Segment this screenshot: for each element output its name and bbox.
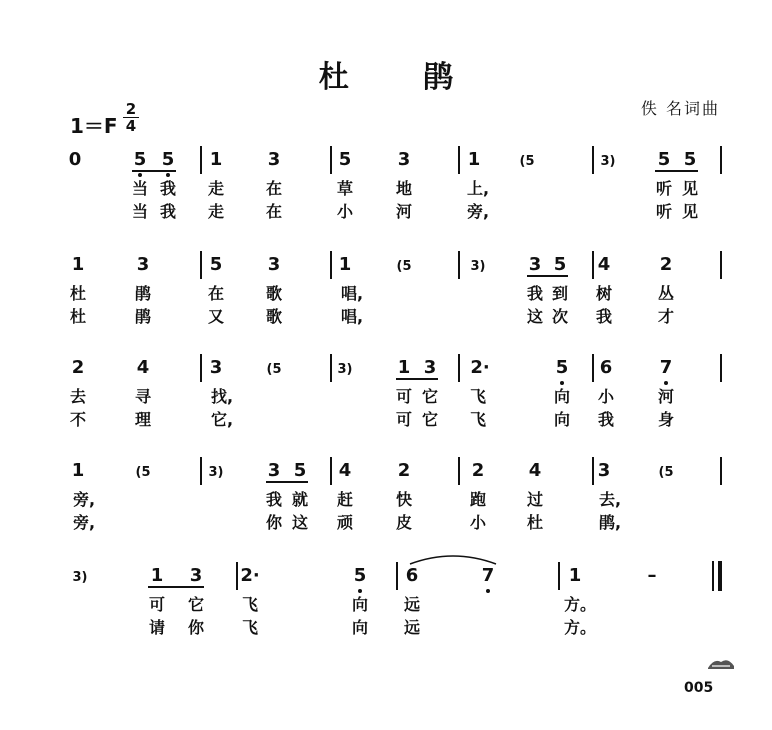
jianpu-note: 6 xyxy=(599,357,613,378)
lyric-verse-1: 跑 xyxy=(469,490,487,509)
lyric-verse-2: 河 xyxy=(395,202,413,221)
beat-underline xyxy=(148,586,204,588)
jianpu-note: 3) xyxy=(72,570,88,585)
jianpu-note: 2 xyxy=(397,460,411,481)
lyric-verse-2: 歌 xyxy=(265,307,283,326)
lyric-verse-2: 飞 xyxy=(469,410,487,429)
jianpu-note: 3 xyxy=(267,254,281,275)
bar-line xyxy=(200,146,202,174)
lyric-verse-2: 理 xyxy=(134,410,152,429)
key-signature xyxy=(70,100,137,139)
bar-line xyxy=(720,457,722,485)
jianpu-note: 1 xyxy=(397,357,411,378)
lyric-verse-2: 皮 xyxy=(395,513,413,532)
lyric-verse-2: 旁, xyxy=(72,513,96,532)
jianpu-note: 2· xyxy=(240,565,260,586)
lyric-verse-2: 请 xyxy=(148,618,166,637)
jianpu-note: 5 xyxy=(209,254,223,275)
final-barline-thick xyxy=(718,561,722,591)
jianpu-note: 5 xyxy=(553,254,567,275)
lyric-verse-2: 向 xyxy=(351,618,369,637)
lyric-verse-1: 地 xyxy=(395,179,413,198)
bar-line xyxy=(458,251,460,279)
lyric-verse-1: 它 xyxy=(421,387,439,406)
jianpu-note: (5 xyxy=(396,259,412,274)
beat-underline xyxy=(132,170,176,172)
jianpu-note: 1 xyxy=(568,565,582,586)
jianpu-note: – xyxy=(647,565,657,586)
lyric-verse-2: 旁, xyxy=(466,202,490,221)
jianpu-note: 5 xyxy=(555,357,569,378)
jianpu-note: 3 xyxy=(209,357,223,378)
lyric-verse-2: 你 xyxy=(265,513,283,532)
meter-bottom: 4 xyxy=(125,117,137,135)
jianpu-note: 1 xyxy=(71,460,85,481)
bar-line xyxy=(458,354,460,382)
lyric-verse-2: 身 xyxy=(657,410,675,429)
lyric-verse-1: 向 xyxy=(351,595,369,614)
bar-line xyxy=(236,562,238,590)
lyric-verse-2: 见 xyxy=(681,202,699,221)
stamp-icon xyxy=(706,656,736,670)
jianpu-note: 3) xyxy=(470,259,486,274)
lyric-verse-1: 唱, xyxy=(340,284,364,303)
jianpu-note: 1 xyxy=(338,254,352,275)
beat-underline xyxy=(655,170,698,172)
lyric-verse-2: 唱, xyxy=(340,307,364,326)
lyric-verse-1: 在 xyxy=(207,284,225,303)
lyric-verse-1: 远 xyxy=(403,595,421,614)
lyric-verse-1: 到 xyxy=(551,284,569,303)
lyric-verse-1: 过 xyxy=(526,490,544,509)
jianpu-note: 5 xyxy=(293,460,307,481)
lyric-verse-2: 杜 xyxy=(69,307,87,326)
lyric-verse-2: 当 xyxy=(131,202,149,221)
lyric-verse-2: 顽 xyxy=(336,513,354,532)
lyric-verse-2: 小 xyxy=(336,202,354,221)
lyric-verse-1: 我 xyxy=(159,179,177,198)
bar-line xyxy=(720,251,722,279)
lyric-verse-2: 我 xyxy=(159,202,177,221)
lyric-verse-2: 走 xyxy=(207,202,225,221)
jianpu-note: 4 xyxy=(597,254,611,275)
bar-line xyxy=(330,457,332,485)
low-octave-dot xyxy=(664,381,668,385)
jianpu-note: 5 xyxy=(353,565,367,586)
jianpu-note: 2· xyxy=(470,357,490,378)
final-barline-thin xyxy=(712,561,714,591)
tie-arc xyxy=(408,550,498,566)
jianpu-note: (5 xyxy=(135,465,151,480)
jianpu-note: 3) xyxy=(208,465,224,480)
lyric-verse-1: 旁, xyxy=(72,490,96,509)
jianpu-note: 1 xyxy=(150,565,164,586)
lyric-verse-2: 飞 xyxy=(241,618,259,637)
lyric-verse-1: 去, xyxy=(598,490,622,509)
low-octave-dot xyxy=(358,589,362,593)
beat-underline xyxy=(396,378,438,380)
jianpu-note: (5 xyxy=(519,154,535,169)
bar-line xyxy=(330,251,332,279)
lyric-verse-1: 向 xyxy=(553,387,571,406)
bar-line xyxy=(396,562,398,590)
beat-underline xyxy=(266,481,308,483)
lyric-verse-1: 丛 xyxy=(657,284,675,303)
lyric-verse-2: 杜 xyxy=(526,513,544,532)
jianpu-note: 3) xyxy=(600,154,616,169)
lyric-verse-1: 去 xyxy=(69,387,87,406)
jianpu-note: 3) xyxy=(337,362,353,377)
bar-line xyxy=(458,146,460,174)
jianpu-note: 5 xyxy=(161,149,175,170)
lyric-verse-1: 我 xyxy=(526,284,544,303)
lyric-verse-2: 次 xyxy=(551,307,569,326)
lyric-verse-1: 杜 xyxy=(69,284,87,303)
lyric-verse-1: 当 xyxy=(131,179,149,198)
low-octave-dot xyxy=(166,173,170,177)
lyric-verse-1: 小 xyxy=(597,387,615,406)
bar-line xyxy=(592,457,594,485)
bar-line xyxy=(200,457,202,485)
bar-line xyxy=(330,354,332,382)
lyric-verse-2: 向 xyxy=(553,410,571,429)
beat-underline xyxy=(527,275,568,277)
lyric-verse-2: 我 xyxy=(597,410,615,429)
lyric-verse-1: 飞 xyxy=(469,387,487,406)
lyric-verse-2: 方。 xyxy=(563,618,597,637)
jianpu-note: 7 xyxy=(659,357,673,378)
lyric-verse-1: 方。 xyxy=(563,595,597,614)
jianpu-note: 4 xyxy=(528,460,542,481)
lyric-verse-2: 它 xyxy=(421,410,439,429)
lyric-verse-1: 树 xyxy=(595,284,613,303)
bar-line xyxy=(720,146,722,174)
jianpu-note: 3 xyxy=(423,357,437,378)
bar-line xyxy=(592,251,594,279)
jianpu-note: 2 xyxy=(471,460,485,481)
lyric-verse-1: 河 xyxy=(657,387,675,406)
lyric-verse-1: 就 xyxy=(291,490,309,509)
lyric-verse-1: 听 xyxy=(655,179,673,198)
lyric-verse-2: 这 xyxy=(526,307,544,326)
lyric-verse-2: 又 xyxy=(207,307,225,326)
time-signature xyxy=(122,102,140,133)
bar-line xyxy=(330,146,332,174)
bar-line xyxy=(200,354,202,382)
jianpu-note: 3 xyxy=(397,149,411,170)
lyric-verse-2: 鹃 xyxy=(134,307,152,326)
lyric-verse-2: 小 xyxy=(469,513,487,532)
meter-top: 2 xyxy=(125,100,137,118)
lyric-verse-1: 它 xyxy=(187,595,205,614)
jianpu-note: 3 xyxy=(597,460,611,481)
lyric-verse-2: 这 xyxy=(291,513,309,532)
lyric-verse-1: 赶 xyxy=(336,490,354,509)
jianpu-note: 5 xyxy=(133,149,147,170)
jianpu-note: 2 xyxy=(71,357,85,378)
jianpu-note: 4 xyxy=(338,460,352,481)
jianpu-note: 1 xyxy=(209,149,223,170)
lyric-verse-1: 草 xyxy=(336,179,354,198)
bar-line xyxy=(458,457,460,485)
lyric-verse-1: 在 xyxy=(265,179,283,198)
lyric-verse-2: 可 xyxy=(395,410,413,429)
bar-line xyxy=(592,354,594,382)
lyric-verse-1: 歌 xyxy=(265,284,283,303)
lyric-verse-2: 鹃, xyxy=(598,513,622,532)
lyric-verse-2: 不 xyxy=(69,410,87,429)
jianpu-note: (5 xyxy=(658,465,674,480)
lyric-verse-1: 可 xyxy=(148,595,166,614)
bar-line xyxy=(592,146,594,174)
lyric-verse-2: 听 xyxy=(655,202,673,221)
jianpu-note: 5 xyxy=(338,149,352,170)
jianpu-note: 0 xyxy=(68,149,82,170)
bar-line xyxy=(558,562,560,590)
lyric-verse-1: 找, xyxy=(210,387,234,406)
jianpu-note: 3 xyxy=(189,565,203,586)
jianpu-note: 1 xyxy=(71,254,85,275)
lyric-verse-1: 我 xyxy=(265,490,283,509)
bar-line xyxy=(200,251,202,279)
jianpu-note: 6 xyxy=(405,565,419,586)
page-number: 005 xyxy=(684,680,714,696)
lyric-verse-2: 在 xyxy=(265,202,283,221)
jianpu-note: 2 xyxy=(659,254,673,275)
jianpu-note: 3 xyxy=(267,460,281,481)
jianpu-note: 1 xyxy=(467,149,481,170)
composer-credit: 佚 名词曲 xyxy=(640,99,720,118)
jianpu-note: 3 xyxy=(267,149,281,170)
jianpu-note: 7 xyxy=(481,565,495,586)
lyric-verse-2: 你 xyxy=(187,618,205,637)
low-octave-dot xyxy=(138,173,142,177)
lyric-verse-1: 鹃 xyxy=(134,284,152,303)
bar-line xyxy=(720,354,722,382)
low-octave-dot xyxy=(560,381,564,385)
lyric-verse-2: 我 xyxy=(595,307,613,326)
lyric-verse-1: 寻 xyxy=(134,387,152,406)
key-label: 1＝F xyxy=(70,114,118,138)
lyric-verse-2: 它, xyxy=(210,410,234,429)
jianpu-note: 3 xyxy=(528,254,542,275)
lyric-verse-1: 飞 xyxy=(241,595,259,614)
jianpu-note: 4 xyxy=(136,357,150,378)
lyric-verse-1: 可 xyxy=(395,387,413,406)
lyric-verse-1: 见 xyxy=(681,179,699,198)
lyric-verse-1: 快 xyxy=(395,490,413,509)
song-title: 杜 鹃 xyxy=(318,60,486,95)
lyric-verse-1: 上, xyxy=(466,179,490,198)
lyric-verse-2: 才 xyxy=(657,307,675,326)
lyric-verse-2: 远 xyxy=(403,618,421,637)
jianpu-note: (5 xyxy=(266,362,282,377)
jianpu-note: 3 xyxy=(136,254,150,275)
low-octave-dot xyxy=(486,589,490,593)
lyric-verse-1: 走 xyxy=(207,179,225,198)
jianpu-note: 5 xyxy=(683,149,697,170)
jianpu-note: 5 xyxy=(657,149,671,170)
